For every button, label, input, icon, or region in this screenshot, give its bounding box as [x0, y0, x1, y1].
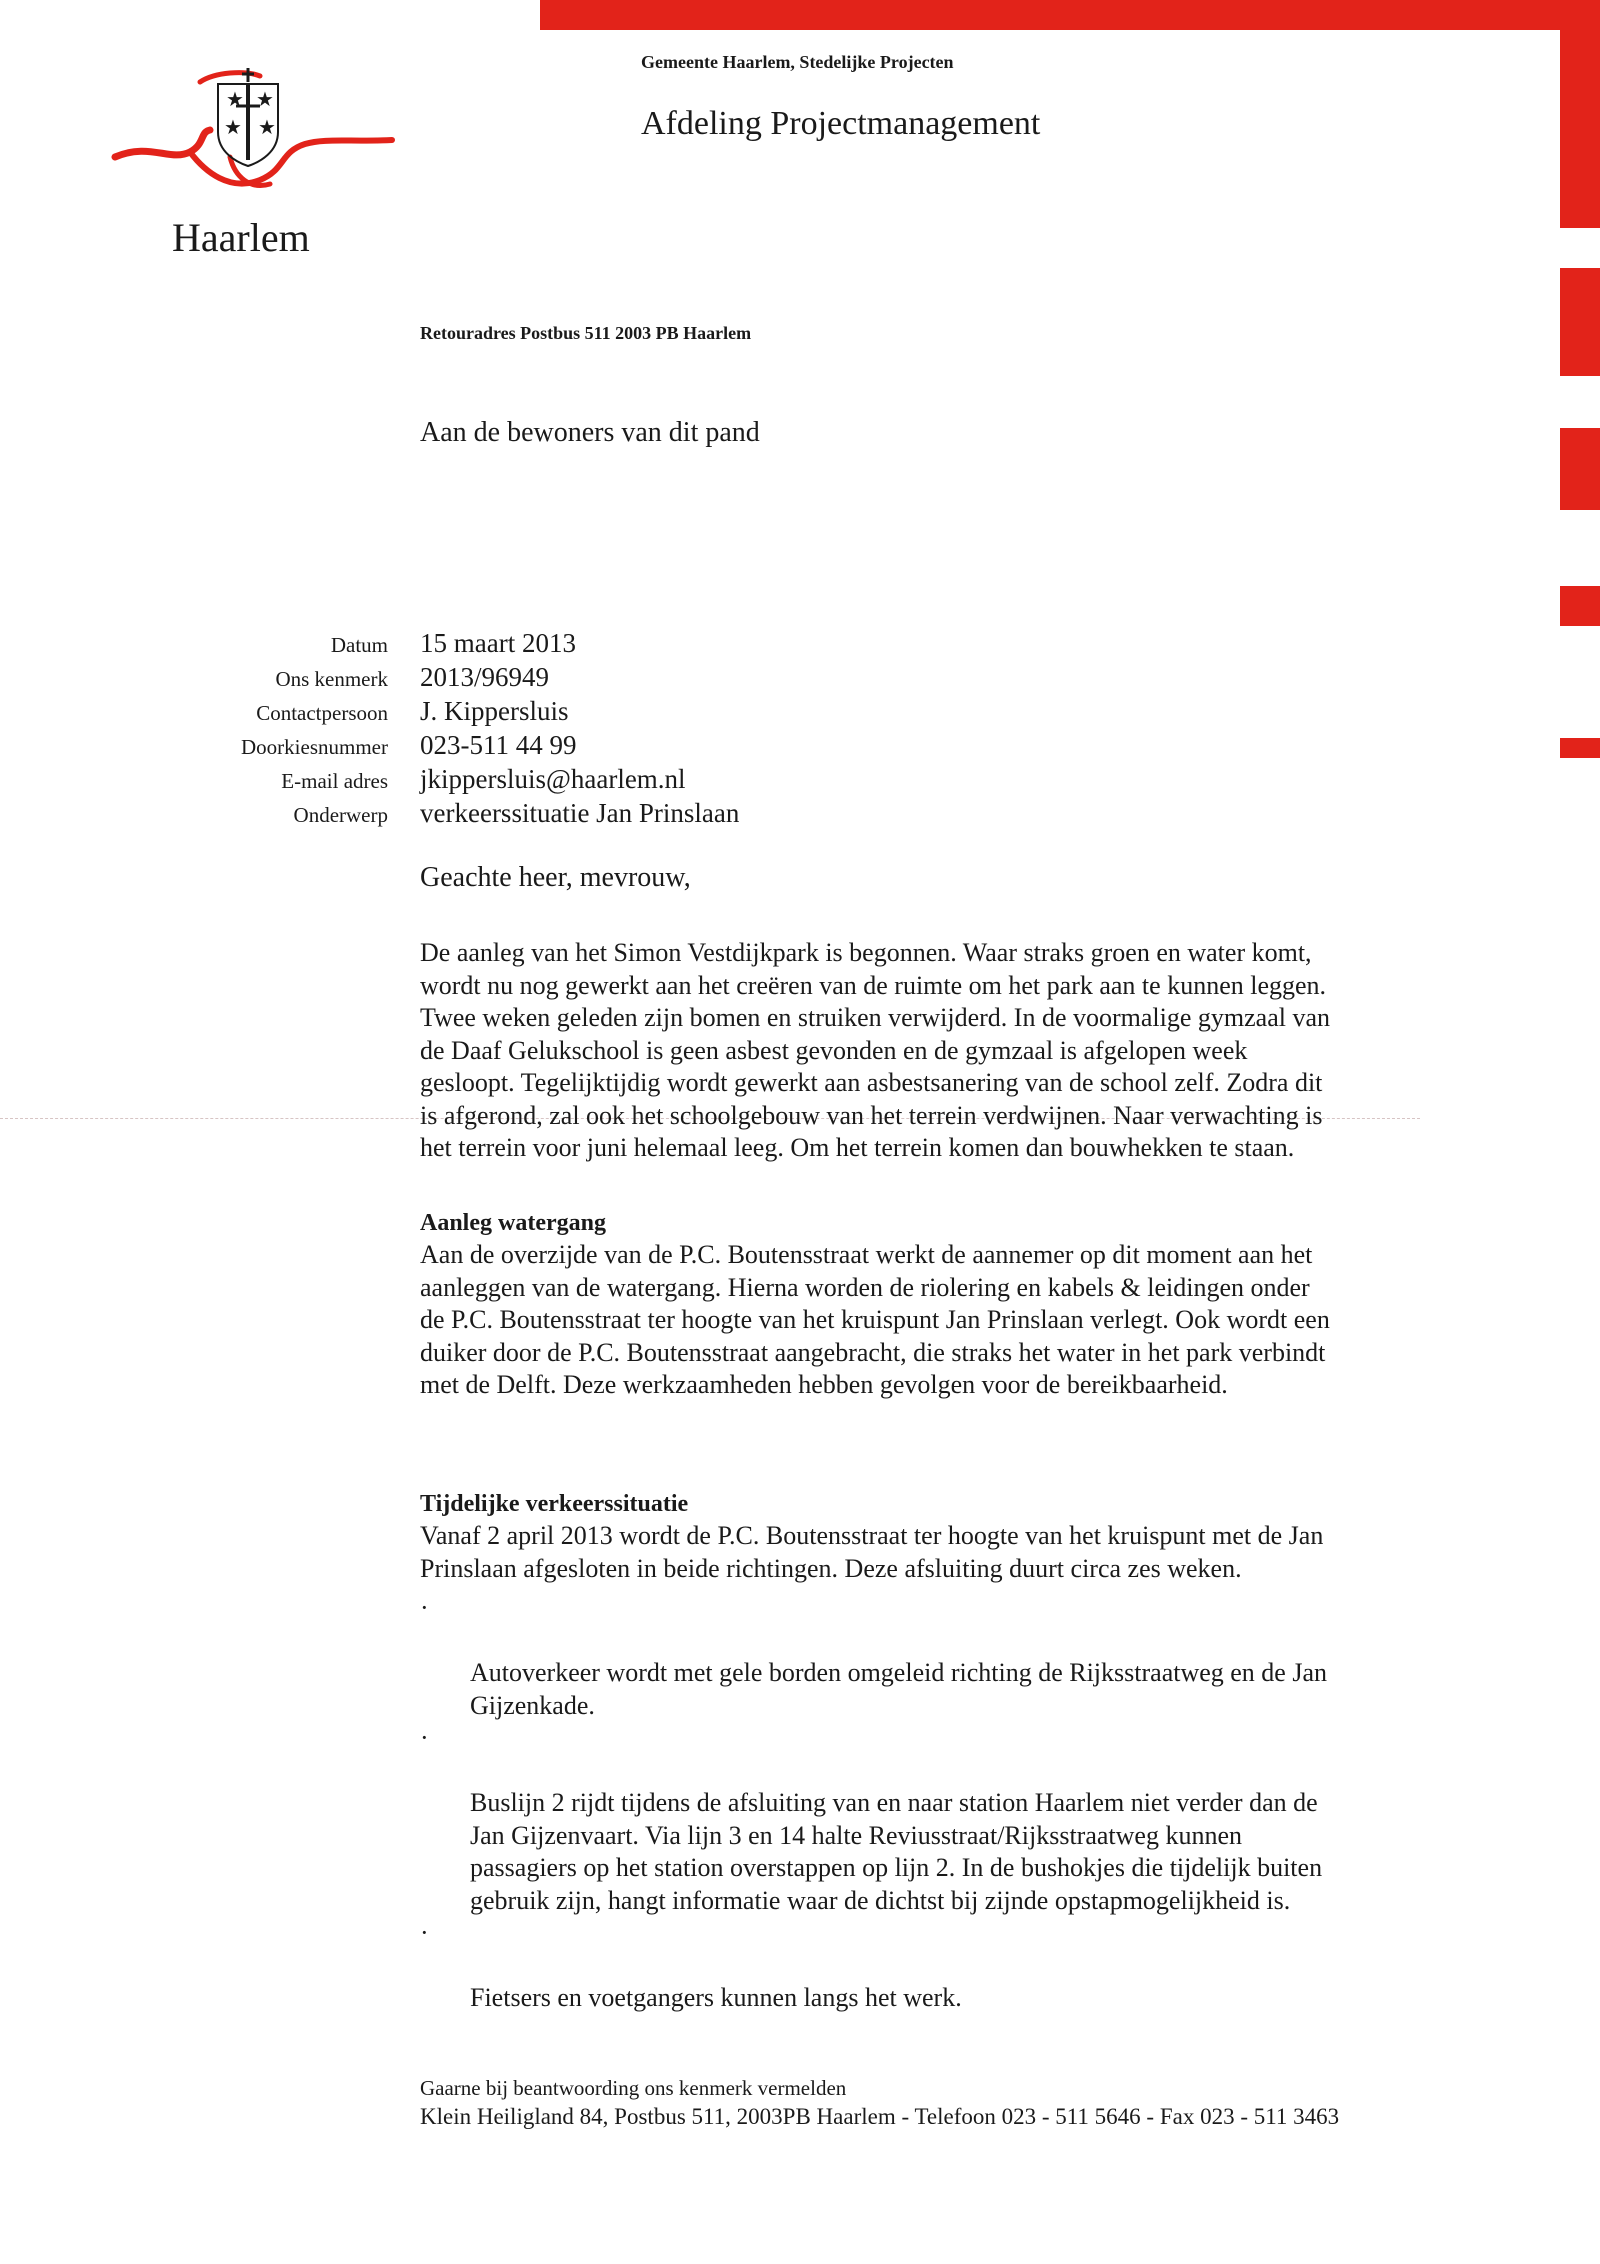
list-item	[420, 1722, 1420, 1917]
list-item-text: Buslijn 2 rijdt tijdens de afsluiting van en naar station Haarlem niet verder dan de Jan Gijzenvaart. Via lijn 3 en 14 halte Reviusstraat/Rijksstraatweg kunnen passagiers op het station overstappen op lijn 2. In de bushokjes die tijdelijk buiten gebruik zijn, hangt informatie waar de dichtst bij zijnde opstapmogelijkheid is.	[470, 1788, 1323, 1915]
list-item-text: Autoverkeer wordt met gele borden omgeleid richting de Rijksstraatweg en de Jan Gijzenkade.	[470, 1658, 1328, 1720]
meta-row-email	[120, 764, 739, 798]
meta-value: J. Kippersluis	[420, 696, 569, 726]
meta-label: Datum	[330, 633, 388, 657]
meta-value: 15 maart 2013	[420, 628, 576, 658]
meta-label: Doorkiesnummer	[241, 735, 388, 759]
meta-label: E-mail adres	[281, 769, 388, 793]
meta-value: jkippersluis@haarlem.nl	[420, 764, 686, 794]
return-address: Retouradres Postbus 511 2003 PB Haarlem	[420, 323, 752, 343]
bullet-icon: ·	[420, 1918, 429, 1947]
meta-label: Contactpersoon	[256, 701, 388, 725]
letterhead-side-segment	[1560, 268, 1600, 376]
recipient-line: Aan de bewoners van dit pand	[420, 417, 760, 448]
salutation: Geachte heer, mevrouw,	[420, 862, 691, 893]
logo-city-name: Haarlem	[172, 215, 310, 260]
svg-text:★: ★	[224, 115, 242, 139]
meta-row-date	[120, 628, 739, 662]
meta-row-subject	[120, 798, 739, 832]
section-heading-watergang: Aanleg watergang	[420, 1210, 606, 1236]
meta-row-phone	[120, 730, 739, 764]
list-item	[420, 1917, 1420, 2015]
footer-contact-details: Klein Heiligland 84, Postbus 511, 2003PB Haarlem - Telefoon 023 - 511 5646 - Fax 023 - 511 3463	[420, 2104, 1340, 2129]
letterhead-side-segment	[1560, 428, 1600, 510]
meta-label: Ons kenmerk	[275, 667, 388, 691]
meta-row-reference	[120, 662, 739, 696]
intro-paragraph: De aanleg van het Simon Vestdijkpark is begonnen. Waar straks groen en water komt, wordt nu nog gewerkt aan het creëren van de ruimte om het park aan te kunnen leggen. Twee weken geleden zijn bomen en struiken verwijderd. In de voormalige gymzaal van de Daaf Gelukschool is geen asbest gevonden en de gymzaal is afgelopen week gesloopt. Tegelijktijdig wordt gewerkt aan asbestsanering van de school zelf. Zodra dit is afgerond, zal ook het schoolgebouw van het terrein verdwijnen. Naar verwachting is het terrein voor juni helemaal leeg. Om het terrein komen dan bouwhekken te staan.	[420, 938, 1331, 1162]
section-heading-verkeerssituatie: Tijdelijke verkeerssituatie	[420, 1491, 689, 1517]
svg-text:★: ★	[256, 87, 274, 111]
meta-value: 023-511 44 99	[420, 730, 577, 760]
meta-value: verkeerssituatie Jan Prinslaan	[420, 798, 740, 828]
meta-row-contact	[120, 696, 739, 730]
letter-meta-block	[120, 628, 739, 832]
letterhead-side-segment	[1560, 738, 1600, 758]
verkeerssituatie-paragraph: Vanaf 2 april 2013 wordt de P.C. Boutensstraat ter hoogte van het kruispunt met de Jan Prinslaan afgesloten in beide richtingen. Deze afsluiting duurt circa zes weken.	[420, 1521, 1324, 1583]
bullet-icon: ·	[420, 1593, 429, 1622]
footer-reference-note: Gaarne bij beantwoording ons kenmerk vermelden	[420, 2076, 847, 2100]
letterhead-side-segment	[1560, 586, 1600, 626]
bullet-list	[420, 1592, 1420, 2015]
department-title: Afdeling Projectmanagement	[641, 105, 1041, 142]
svg-text:★: ★	[226, 87, 244, 111]
department-line: Gemeente Haarlem, Stedelijke Projecten	[641, 52, 954, 72]
list-item	[420, 1592, 1420, 1722]
svg-text:★: ★	[258, 115, 276, 139]
list-item-text: Fietsers en voetgangers kunnen langs het werk.	[470, 1983, 962, 2012]
watergang-paragraph: Aan de overzijde van de P.C. Boutensstraat werkt de aannemer op dit moment aan het aanleggen van de watergang. Hierna worden de riolering en kabels & leidingen onder de P.C. Boutensstraat ter hoogte van het kruispunt Jan Prinslaan verlegt. Ook wordt een duiker door de P.C. Boutensstraat aangebracht, die straks het water in het park verbindt met de Delft. Deze werkzaamheden hebben gevolgen voor de bereikbaarheid.	[420, 1240, 1330, 1399]
letterhead-side-bar	[1560, 0, 1600, 228]
bullet-icon: ·	[420, 1723, 429, 1752]
meta-value: 2013/96949	[420, 662, 550, 692]
haarlem-coat-of-arms-icon	[110, 62, 400, 212]
haarlem-logo	[110, 62, 400, 262]
meta-label: Onderwerp	[293, 803, 388, 827]
letterhead-top-bar	[540, 0, 1600, 30]
